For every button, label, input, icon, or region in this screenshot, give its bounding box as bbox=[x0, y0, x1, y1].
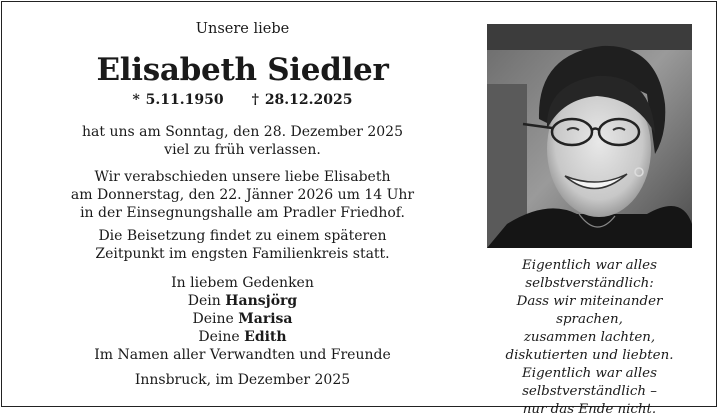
quote-line: Dass wir miteinander sprachen, bbox=[516, 294, 663, 327]
farewell-line: in der Einsegnungshalle am Pradler Friedhof. bbox=[80, 205, 405, 221]
life-dates bbox=[0, 92, 485, 108]
mourner-name: Hansjörg bbox=[225, 293, 298, 309]
passing-paragraph bbox=[0, 123, 485, 159]
relatives-line: Im Namen aller Verwandten und Freunde bbox=[94, 347, 391, 363]
memorial-quote bbox=[487, 257, 692, 419]
portrait-photo bbox=[487, 24, 692, 248]
portrait-image bbox=[487, 24, 692, 248]
place-date: Innsbruck, im Dezember 2025 bbox=[134, 372, 351, 388]
quote-line: zusammen lachten, bbox=[523, 330, 656, 345]
mourners-block bbox=[0, 274, 485, 364]
memory-heading: In liebem Gedenken bbox=[171, 275, 314, 291]
farewell-line: Wir verabschieden unsere liebe Elisabeth bbox=[94, 169, 391, 185]
burial-line: Die Beisetzung findet zu einem späteren bbox=[98, 228, 387, 244]
birth-date: * 5.11.1950 bbox=[132, 92, 224, 108]
mourner-prefix: Dein bbox=[187, 293, 221, 309]
quote-line: selbstverständlich – bbox=[522, 384, 657, 399]
mourner-line bbox=[0, 310, 485, 328]
mourner-name: Edith bbox=[244, 329, 287, 345]
deceased-name: Elisabeth Siedler bbox=[96, 52, 389, 88]
quote-line: Eigentlich war alles bbox=[522, 366, 657, 381]
mourner-line bbox=[0, 328, 485, 346]
burial-line: Zeitpunkt im engsten Familienkreis statt. bbox=[95, 246, 390, 262]
mourner-prefix: Deine bbox=[198, 329, 240, 345]
death-date: † 28.12.2025 bbox=[251, 92, 353, 108]
quote-line: selbstverständlich: bbox=[525, 276, 654, 291]
mourner-prefix: Deine bbox=[192, 311, 234, 327]
farewell-paragraph bbox=[0, 168, 485, 222]
burial-paragraph bbox=[0, 227, 485, 263]
quote-line: nur das Ende nicht. bbox=[522, 402, 657, 417]
passing-line: viel zu früh verlassen. bbox=[164, 142, 321, 158]
farewell-line: am Donnerstag, den 22. Jänner 2026 um 14 Uhr bbox=[70, 187, 415, 203]
mourner-line bbox=[0, 292, 485, 310]
quote-line: diskutierten und liebten. bbox=[505, 348, 674, 363]
intro-text: Unsere liebe bbox=[195, 21, 290, 37]
mourner-name: Marisa bbox=[238, 311, 293, 327]
passing-line: hat uns am Sonntag, den 28. Dezember 2025 bbox=[82, 124, 403, 140]
quote-line: Eigentlich war alles bbox=[522, 258, 657, 273]
